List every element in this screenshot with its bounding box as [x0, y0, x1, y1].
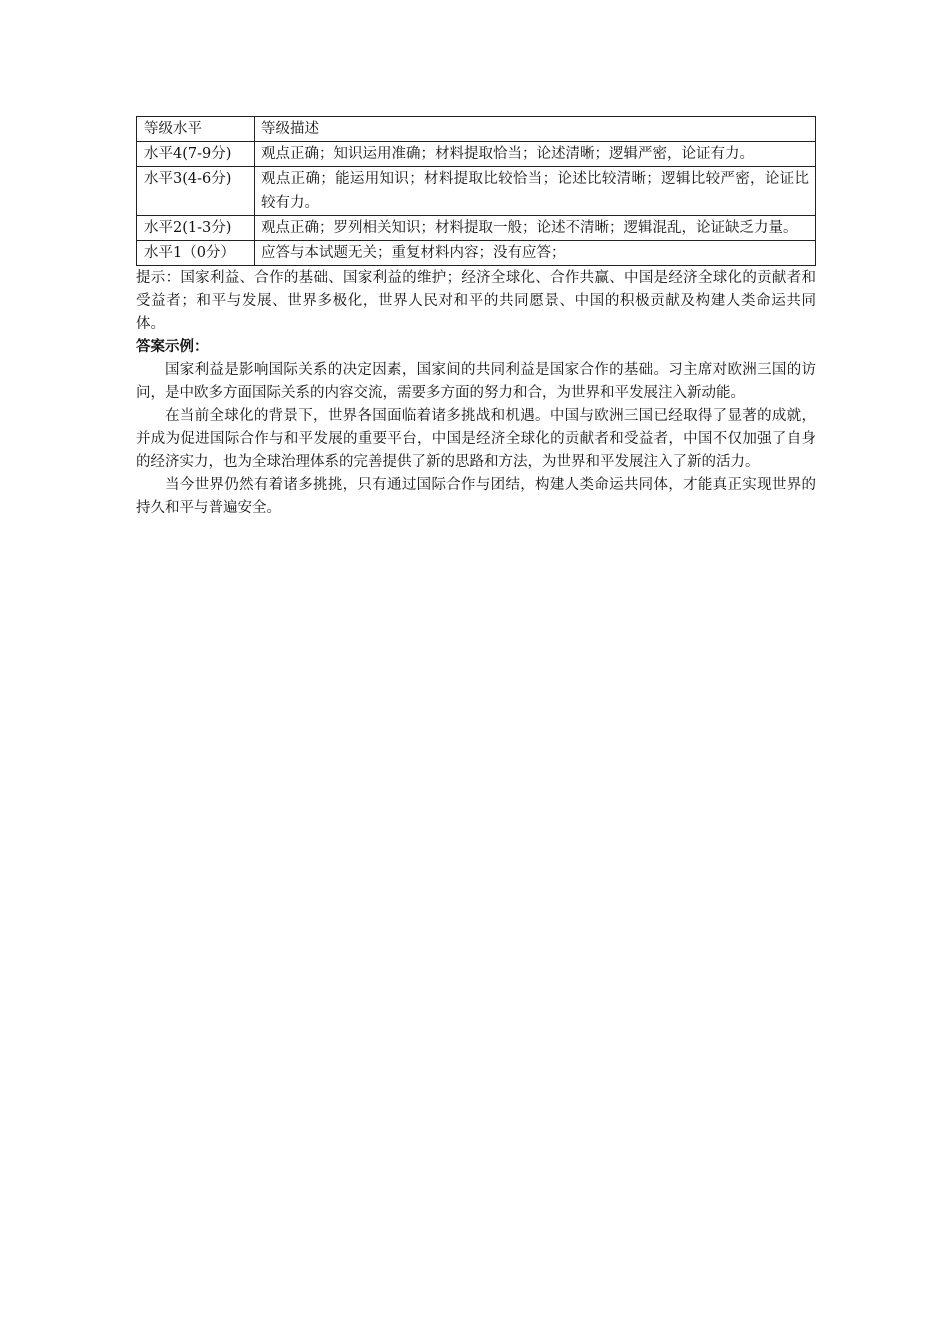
header-description-cell: 等级描述 — [255, 117, 816, 142]
answer-paragraph: 在当前全球化的背景下，世界各国面临着诸多挑战和机遇。中国与欧洲三国已经取得了显著的成就，并成为促进国际合作与和平发展的重要平台，中国是经济全球化的贡献者和受益者，中国不仅加强了自身的经济实力，也为全球治理体系的完善提供了新的思路和方法，为世界和平发展注入了新的活力。 — [136, 408, 816, 470]
table-row — [137, 241, 816, 266]
table-header-row — [137, 117, 816, 142]
level-cell: 水平2(1-3分) — [137, 216, 255, 241]
description-cell: 观点正确；罗列相关知识；材料提取一般；论述不清晰；逻辑混乱，论证缺乏力量。 — [255, 216, 816, 241]
level-cell: 水平4(7-9分) — [137, 142, 255, 167]
answer-example-title: 答案示例： — [136, 339, 209, 355]
grading-table — [136, 116, 816, 266]
table-row — [137, 216, 816, 241]
description-cell: 观点正确；知识运用准确；材料提取恰当；论述清晰；逻辑严密，论证有力。 — [255, 142, 816, 167]
answer-paragraph: 国家利益是影响国际关系的决定因素，国家间的共同利益是国家合作的基础。习主席对欧洲三国的访问，是中欧多方面国际关系的内容交流，需要多方面的努力和合，为世界和平发展注入新动能。 — [136, 362, 816, 401]
hint-paragraph: 提示：国家利益、合作的基础、国家利益的维护；经济全球化、合作共赢、中国是经济全球化的贡献者和受益者；和平与发展、世界多极化，世界人民对和平的共同愿景、中国的积极贡献及构建人类命运共同体。 — [136, 270, 816, 332]
document-page — [136, 116, 816, 520]
level-cell: 水平1（0分） — [137, 241, 255, 266]
table-row — [137, 167, 816, 216]
table-row — [137, 142, 816, 167]
answer-paragraph: 当今世界仍然有着诸多挑挑，只有通过国际合作与团结，构建人类命运共同体，才能真正实现世界的持久和平与普遍安全。 — [136, 477, 816, 516]
description-cell: 观点正确；能运用知识；材料提取比较恰当；论述比较清晰；逻辑比较严密，论证比较有力。 — [255, 167, 816, 216]
description-cell: 应答与本试题无关；重复材料内容；没有应答； — [255, 241, 816, 266]
header-level-cell: 等级水平 — [137, 117, 255, 142]
level-cell: 水平3(4-6分) — [137, 167, 255, 216]
